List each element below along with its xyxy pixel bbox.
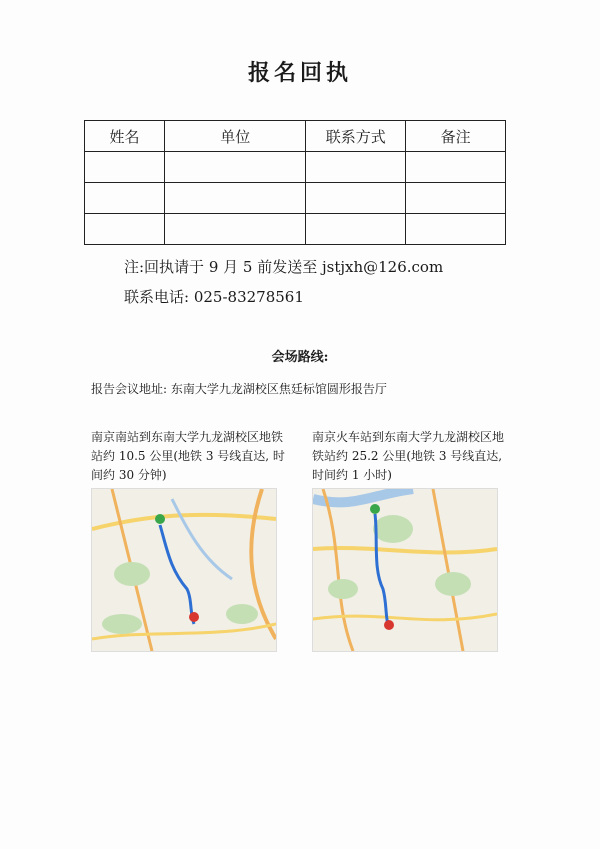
header-remark: 备注	[406, 121, 506, 152]
route-description-south-station: 南京南站到东南大学九龙湖校区地铁站约 10.5 公里(地铁 3 号线直达, 时间约 30 分钟)	[91, 430, 285, 482]
table-cell[interactable]	[406, 214, 506, 245]
table-row	[85, 152, 506, 183]
end-marker-icon	[384, 620, 394, 630]
table-cell[interactable]	[306, 183, 406, 214]
table-cell[interactable]	[306, 152, 406, 183]
table-cell[interactable]	[85, 214, 165, 245]
page-title: 报名回执	[247, 60, 352, 86]
venue-route-title: 会场路线:	[271, 350, 329, 365]
reply-table	[84, 120, 506, 245]
table-cell[interactable]	[165, 214, 306, 245]
map-south-station-route	[91, 488, 277, 652]
table-cell[interactable]	[85, 152, 165, 183]
end-marker-icon	[189, 612, 199, 622]
table-cell[interactable]	[406, 183, 506, 214]
table-row	[85, 183, 506, 214]
header-contact: 联系方式	[306, 121, 406, 152]
map-railway-station-route	[312, 488, 498, 652]
table-cell[interactable]	[165, 152, 306, 183]
deadline-note: 注:回执请于 9 月 5 前发送至 jstjxh@126.com	[124, 258, 444, 276]
table-cell[interactable]	[85, 183, 165, 214]
header-unit: 单位	[165, 121, 306, 152]
header-name: 姓名	[85, 121, 165, 152]
venue-address: 报告会议地址: 东南大学九龙湖校区焦廷标馆圆形报告厅	[91, 382, 387, 396]
start-marker-icon	[370, 504, 380, 514]
start-marker-icon	[155, 514, 165, 524]
table-cell[interactable]	[165, 183, 306, 214]
contact-phone: 联系电话: 025-83278561	[124, 288, 304, 306]
table-cell[interactable]	[406, 152, 506, 183]
table-header-row	[85, 121, 506, 152]
route-description-railway-station: 南京火车站到东南大学九龙湖校区地铁站约 25.2 公里(地铁 3 号线直达, 时间约 1 小时)	[312, 430, 505, 482]
table-row	[85, 214, 506, 245]
table-cell[interactable]	[306, 214, 406, 245]
